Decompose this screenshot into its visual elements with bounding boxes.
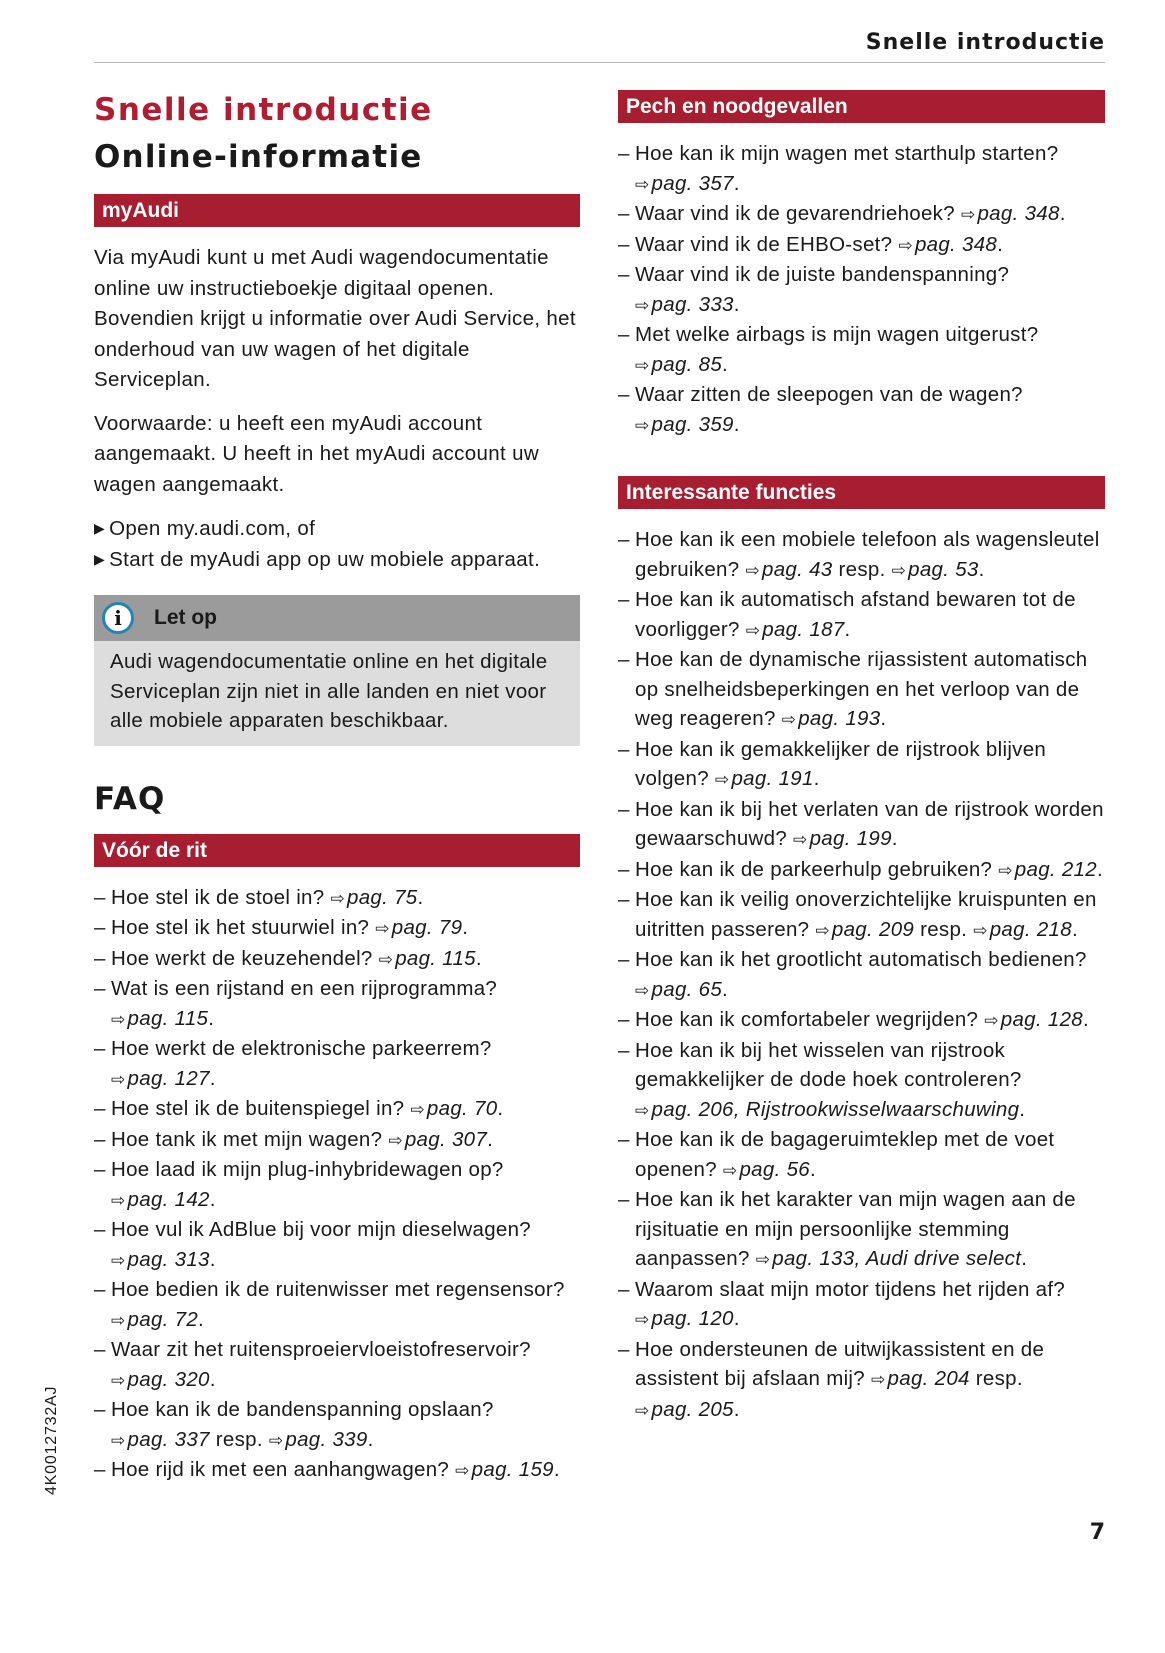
- faq-question: Hoe tank ik met mijn wagen?: [111, 1127, 383, 1151]
- faq-question: Hoe werkt de keuzehendel?: [111, 946, 373, 970]
- reference-arrow-icon: ⇨: [378, 949, 394, 969]
- faq-item: – Hoe bedien ik de ruitenwisser met regensensor? ⇨pag. 72.: [94, 1275, 580, 1335]
- reference-arrow-icon: ⇨: [111, 1009, 126, 1029]
- faq-item: – Waar zit het ruitensproeiervloeistofreservoir? ⇨pag. 320.: [94, 1335, 580, 1395]
- page-reference[interactable]: ⇨pag. 65: [635, 977, 723, 1001]
- faq-question: Hoe stel ik het stuurwiel in?: [111, 916, 370, 939]
- faq-question: Hoe kan ik de parkeerhulp gebruiken?: [635, 857, 993, 881]
- faq-question: Hoe bedien ik de ruitenwisser met regensensor?: [111, 1278, 565, 1301]
- reference-arrow-icon: ⇨: [111, 1370, 126, 1390]
- reference-arrow-icon: ⇨: [998, 860, 1013, 880]
- faq-item: – Hoe tank ik met mijn wagen? ⇨pag. 307.: [94, 1125, 580, 1156]
- reference-arrow-icon: ⇨: [635, 355, 650, 375]
- voor-de-rit-list: [94, 883, 580, 1486]
- running-header: Snelle introductie: [865, 30, 1105, 55]
- faq-question: Hoe kan de dynamische rijassistent automatisch op snelheidsbeperkingen en het verloop van de weg reageren?: [635, 648, 1088, 730]
- reference-arrow-icon: ⇨: [111, 1190, 126, 1210]
- faq-question: Hoe kan ik de bandenspanning opslaan?: [111, 1398, 494, 1421]
- myaudi-steps: [94, 513, 580, 575]
- faq-item: – Waar vind ik de juiste bandenspanning? ⇨pag. 333.: [618, 260, 1105, 320]
- notice-title: Let op: [154, 606, 217, 629]
- reference-arrow-icon: ⇨: [455, 1461, 470, 1480]
- page-reference[interactable]: ⇨pag. 218: [973, 917, 1072, 941]
- faq-item: – Hoe kan ik de bandenspanning opslaan? ⇨pag. 337 resp. ⇨pag. 339.: [94, 1395, 580, 1455]
- reference-arrow-icon: ⇨: [635, 174, 650, 194]
- right-column: [618, 90, 1105, 1425]
- faq-item: – Waar vind ik de EHBO-set? ⇨pag. 348.: [618, 230, 1105, 261]
- page-reference[interactable]: ⇨pag. 115: [111, 1006, 209, 1030]
- page-reference[interactable]: ⇨pag. 142: [111, 1187, 210, 1211]
- page-reference[interactable]: ⇨pag. 359: [635, 412, 734, 436]
- faq-question: Hoe kan ik het karakter van mijn wagen aan de rijsituatie en mijn persoonlijke stemming aanpassen?: [635, 1188, 1076, 1270]
- page-reference[interactable]: ⇨pag. 209: [815, 917, 915, 941]
- myaudi-heading: myAudi: [94, 194, 580, 227]
- page-reference[interactable]: ⇨pag. 357: [635, 171, 734, 195]
- faq-question: Hoe kan ik het grootlicht automatisch bedienen?: [635, 948, 1087, 971]
- page-reference[interactable]: ⇨pag. 307: [388, 1127, 488, 1151]
- page-reference[interactable]: ⇨pag. 133, Audi drive select: [755, 1247, 1022, 1270]
- faq-question: Hoe kan ik een mobiele telefoon als wagensleutel gebruiken?: [635, 528, 1100, 581]
- faq-question: Waarom slaat mijn motor tijdens het rijden af?: [635, 1277, 1066, 1301]
- left-column: [94, 90, 580, 1486]
- page-reference[interactable]: ⇨pag. 187: [745, 617, 845, 641]
- faq-question: Hoe kan ik bij het verlaten van de rijstrook worden gewaarschuwd?: [635, 797, 1104, 850]
- reference-arrow-icon: ⇨: [815, 920, 830, 940]
- faq-question: Hoe kan ik comfortabeler wegrijden?: [635, 1008, 979, 1031]
- reference-arrow-icon: ⇨: [635, 295, 650, 315]
- page-reference[interactable]: ⇨pag. 191: [714, 767, 814, 790]
- faq-question: Hoe kan ik veilig onoverzichtelijke kruispunten en uitritten passeren?: [635, 888, 1097, 941]
- chapter-title: Snelle introductie: [94, 92, 433, 128]
- notice-text: Audi wagendocumentatie online en het digitale Serviceplan zijn niet in alle landen en niet voor alle mobiele apparaten beschikbaar.: [110, 650, 548, 732]
- faq-question: Hoe stel ik de stoel in?: [111, 885, 325, 909]
- page-reference[interactable]: ⇨pag. 53: [891, 557, 979, 581]
- faq-item: – Waar zitten de sleepogen van de wagen? ⇨pag. 359.: [618, 380, 1105, 440]
- reference-arrow-icon: ⇨: [111, 1310, 126, 1330]
- step-triangle-icon: ▶: [94, 551, 106, 567]
- faq-title: FAQ: [94, 780, 166, 817]
- faq-item: – Hoe kan de dynamische rijassistent automatisch op snelheidsbeperkingen en het verloop van de weg reageren? ⇨pag. 193.: [618, 645, 1105, 735]
- reference-arrow-icon: ⇨: [781, 710, 797, 729]
- faq-question: Hoe rijd ik met een aanhangwagen?: [111, 1458, 450, 1481]
- faq-item: – Waarom slaat mijn motor tijdens het rijden af? ⇨pag. 120.: [618, 1275, 1105, 1335]
- faq-question: Hoe ondersteunen de uitwijkassistent en de assistent bij afslaan mij?: [635, 1337, 1045, 1390]
- faq-question: Hoe stel ik de buitenspiegel in?: [111, 1097, 405, 1120]
- faq-item: – Met welke airbags is mijn wagen uitgerust? ⇨pag. 85.: [618, 320, 1105, 380]
- reference-arrow-icon: ⇨: [635, 980, 650, 1000]
- reference-arrow-icon: ⇨: [111, 1250, 126, 1270]
- faq-item: – Hoe kan ik het grootlicht automatisch bedienen? ⇨pag. 65.: [618, 945, 1105, 1005]
- page-reference[interactable]: ⇨pag. 128: [984, 1008, 1083, 1031]
- faq-question: Waar vind ik de juiste bandenspanning?: [635, 263, 1010, 286]
- page-reference[interactable]: ⇨pag. 199: [793, 827, 892, 850]
- reference-arrow-icon: ⇨: [268, 1430, 284, 1450]
- page-reference[interactable]: ⇨pag. 348: [960, 202, 1060, 225]
- page-reference[interactable]: ⇨pag. 56: [722, 1157, 810, 1181]
- reference-arrow-icon: ⇨: [973, 920, 988, 940]
- faq-question: Waar vind ik de gevarendriehoek?: [635, 202, 955, 225]
- page-reference[interactable]: ⇨pag. 212: [998, 857, 1097, 881]
- document-code: 4K0012732AJ: [43, 1385, 60, 1495]
- page-reference[interactable]: ⇨pag. 320: [111, 1367, 210, 1391]
- page-reference[interactable]: ⇨pag. 337: [111, 1427, 210, 1451]
- reference-arrow-icon: ⇨: [793, 830, 808, 849]
- notice-box: [94, 595, 580, 746]
- faq-item: – Hoe kan ik automatisch afstand bewaren tot de voorligger? ⇨pag. 187.: [618, 585, 1105, 645]
- faq-item: – Wat is een rijstand en een rijprogramma? ⇨pag. 115.: [94, 974, 580, 1034]
- faq-item: – Hoe stel ik de stoel in? ⇨pag. 75.: [94, 883, 580, 914]
- faq-item: – Hoe rijd ik met een aanhangwagen? ⇨pag. 159.: [94, 1455, 580, 1486]
- page-reference[interactable]: ⇨pag. 204: [871, 1367, 970, 1390]
- myaudi-paragraph-2: Voorwaarde: u heeft een myAudi account aangemaakt. U heeft in het myAudi account uw wagen aangemaakt.: [94, 411, 540, 496]
- reference-arrow-icon: ⇨: [960, 205, 976, 224]
- step-triangle-icon: ▶: [94, 520, 106, 536]
- faq-item: – Hoe werkt de elektronische parkeerrem? ⇨pag. 127.: [94, 1034, 580, 1094]
- functies-list: [618, 525, 1105, 1425]
- faq-question: Hoe kan ik automatisch afstand bewaren tot de voorligger?: [635, 588, 1076, 641]
- faq-question: Hoe kan ik de bagageruimteklep met de voet openen?: [635, 1128, 1055, 1181]
- pech-heading: Pech en noodgevallen: [618, 90, 1105, 123]
- reference-arrow-icon: ⇨: [375, 919, 390, 938]
- page-reference[interactable]: ⇨pag. 313: [111, 1247, 210, 1271]
- reference-arrow-icon: ⇨: [635, 1100, 650, 1120]
- faq-item: – Hoe werkt de keuzehendel? ⇨pag. 115.: [94, 944, 580, 975]
- faq-question: Waar vind ik de EHBO-set?: [635, 232, 893, 256]
- faq-question: Waar zitten de sleepogen van de wagen?: [635, 383, 1023, 406]
- reference-arrow-icon: ⇨: [111, 1069, 126, 1089]
- myaudi-step: ▶ Start de myAudi app op uw mobiele apparaat.: [94, 548, 541, 571]
- page-reference[interactable]: ⇨pag. 348: [898, 232, 998, 256]
- page-reference[interactable]: ⇨pag. 333: [635, 292, 734, 316]
- voor-de-rit-heading: Vóór de rit: [94, 834, 580, 867]
- faq-question: Waar zit het ruitensproeiervloeistofreservoir?: [111, 1338, 531, 1361]
- page-reference[interactable]: ⇨pag. 70: [410, 1097, 498, 1120]
- reference-arrow-icon: ⇨: [745, 620, 761, 640]
- faq-item: – Hoe kan ik een mobiele telefoon als wagensleutel gebruiken? ⇨pag. 43 resp. ⇨pag. 53.: [618, 525, 1105, 585]
- faq-question: Hoe laad ik mijn plug-inhybridewagen op?: [111, 1158, 504, 1181]
- page-reference[interactable]: ⇨pag. 339: [268, 1427, 368, 1451]
- faq-item: – Hoe laad ik mijn plug-inhybridewagen op? ⇨pag. 142.: [94, 1155, 580, 1215]
- faq-item: – Hoe stel ik de buitenspiegel in? ⇨pag. 70.: [94, 1094, 580, 1125]
- reference-arrow-icon: ⇨: [635, 1310, 650, 1329]
- page-reference[interactable]: ⇨pag. 127: [111, 1066, 210, 1090]
- reference-arrow-icon: ⇨: [891, 560, 907, 580]
- page-reference[interactable]: ⇨pag. 205: [635, 1397, 734, 1421]
- faq-item: – Hoe ondersteunen de uitwijkassistent en de assistent bij afslaan mij? ⇨pag. 204 resp. ⇨pag. 205.: [618, 1335, 1105, 1426]
- faq-item: – Hoe kan ik het karakter van mijn wagen aan de rijsituatie en mijn persoonlijke stemming aanpassen? ⇨pag. 133, Audi drive select.: [618, 1185, 1105, 1275]
- reference-arrow-icon: ⇨: [898, 235, 913, 255]
- faq-item: – Hoe kan ik comfortabeler wegrijden? ⇨pag. 128.: [618, 1005, 1105, 1036]
- page-reference[interactable]: ⇨pag. 43: [745, 557, 833, 581]
- faq-item: – Hoe kan ik gemakkelijker de rijstrook blijven volgen? ⇨pag. 191.: [618, 735, 1105, 795]
- faq-item: – Hoe vul ik AdBlue bij voor mijn dieselwagen? ⇨pag. 313.: [94, 1215, 580, 1275]
- reference-arrow-icon: ⇨: [388, 1130, 403, 1150]
- faq-item: – Hoe kan ik bij het wisselen van rijstrook gemakkelijker de dode hoek controleren? ⇨pag. 206, Rijstrookwisselwaarschuwing.: [618, 1036, 1105, 1126]
- page-reference[interactable]: ⇨pag. 75: [330, 885, 418, 909]
- reference-arrow-icon: ⇨: [871, 1370, 886, 1389]
- faq-item: – Hoe kan ik bij het verlaten van de rijstrook worden gewaarschuwd? ⇨pag. 199.: [618, 795, 1105, 855]
- faq-item: – Hoe stel ik het stuurwiel in? ⇨pag. 79.: [94, 913, 580, 944]
- page-reference[interactable]: ⇨pag. 193: [781, 707, 881, 730]
- myaudi-step: ▶ Open my.audi.com, of: [94, 517, 316, 540]
- faq-question: Hoe vul ik AdBlue bij voor mijn dieselwagen?: [111, 1218, 532, 1241]
- page-reference[interactable]: ⇨pag. 206, Rijstrookwisselwaarschuwing: [635, 1097, 1020, 1121]
- page-number: 7: [1089, 1520, 1105, 1545]
- page-reference[interactable]: ⇨pag. 115: [378, 946, 476, 970]
- info-icon: i: [102, 602, 134, 634]
- page-reference[interactable]: ⇨pag. 85: [635, 352, 723, 376]
- reference-arrow-icon: ⇨: [635, 1400, 650, 1420]
- reference-arrow-icon: ⇨: [410, 1100, 425, 1119]
- reference-arrow-icon: ⇨: [635, 415, 650, 435]
- faq-question: Wat is een rijstand en een rijprogramma?: [111, 977, 498, 1000]
- myaudi-paragraph-1: Via myAudi kunt u met Audi wagendocumentatie online uw instructieboekje digitaal openen. Bovendien krijgt u informatie over Audi Service, het onderhoud van uw wagen of het digitale Serviceplan.: [94, 246, 576, 391]
- functies-heading: Interessante functies: [618, 476, 1105, 509]
- faq-question: Hoe kan ik bij het wisselen van rijstrook gemakkelijker de dode hoek controleren?: [635, 1038, 1022, 1091]
- faq-item: – Hoe kan ik de parkeerhulp gebruiken? ⇨pag. 212.: [618, 855, 1105, 886]
- faq-item: – Waar vind ik de gevarendriehoek? ⇨pag. 348.: [618, 199, 1105, 230]
- faq-question: Met welke airbags is mijn wagen uitgerust?: [635, 323, 1039, 346]
- section-title-online: Online-informatie: [94, 139, 423, 175]
- reference-arrow-icon: ⇨: [722, 1160, 738, 1180]
- faq-item: – Hoe kan ik veilig onoverzichtelijke kruispunten en uitritten passeren? ⇨pag. 209 resp. ⇨pag. 218.: [618, 885, 1105, 945]
- page-reference[interactable]: ⇨pag. 159: [455, 1458, 554, 1481]
- page-reference[interactable]: ⇨pag. 79: [375, 916, 463, 939]
- reference-arrow-icon: ⇨: [330, 888, 345, 908]
- faq-question: Hoe kan ik gemakkelijker de rijstrook blijven volgen?: [635, 737, 1047, 790]
- reference-arrow-icon: ⇨: [984, 1011, 999, 1030]
- pech-list: [618, 139, 1105, 440]
- reference-arrow-icon: ⇨: [755, 1250, 771, 1269]
- header-rule: [94, 62, 1105, 63]
- reference-arrow-icon: ⇨: [745, 560, 760, 580]
- page-reference[interactable]: ⇨pag. 120: [635, 1307, 734, 1330]
- notice-header: [94, 595, 580, 641]
- page-reference[interactable]: ⇨pag. 72: [111, 1307, 199, 1331]
- faq-item: – Hoe kan ik mijn wagen met starthulp starten? ⇨pag. 357.: [618, 139, 1105, 199]
- faq-question: Hoe werkt de elektronische parkeerrem?: [111, 1037, 492, 1060]
- reference-arrow-icon: ⇨: [111, 1430, 126, 1450]
- reference-arrow-icon: ⇨: [714, 770, 730, 789]
- faq-question: Hoe kan ik mijn wagen met starthulp starten?: [635, 142, 1059, 165]
- faq-item: – Hoe kan ik de bagageruimteklep met de voet openen? ⇨pag. 56.: [618, 1125, 1105, 1185]
